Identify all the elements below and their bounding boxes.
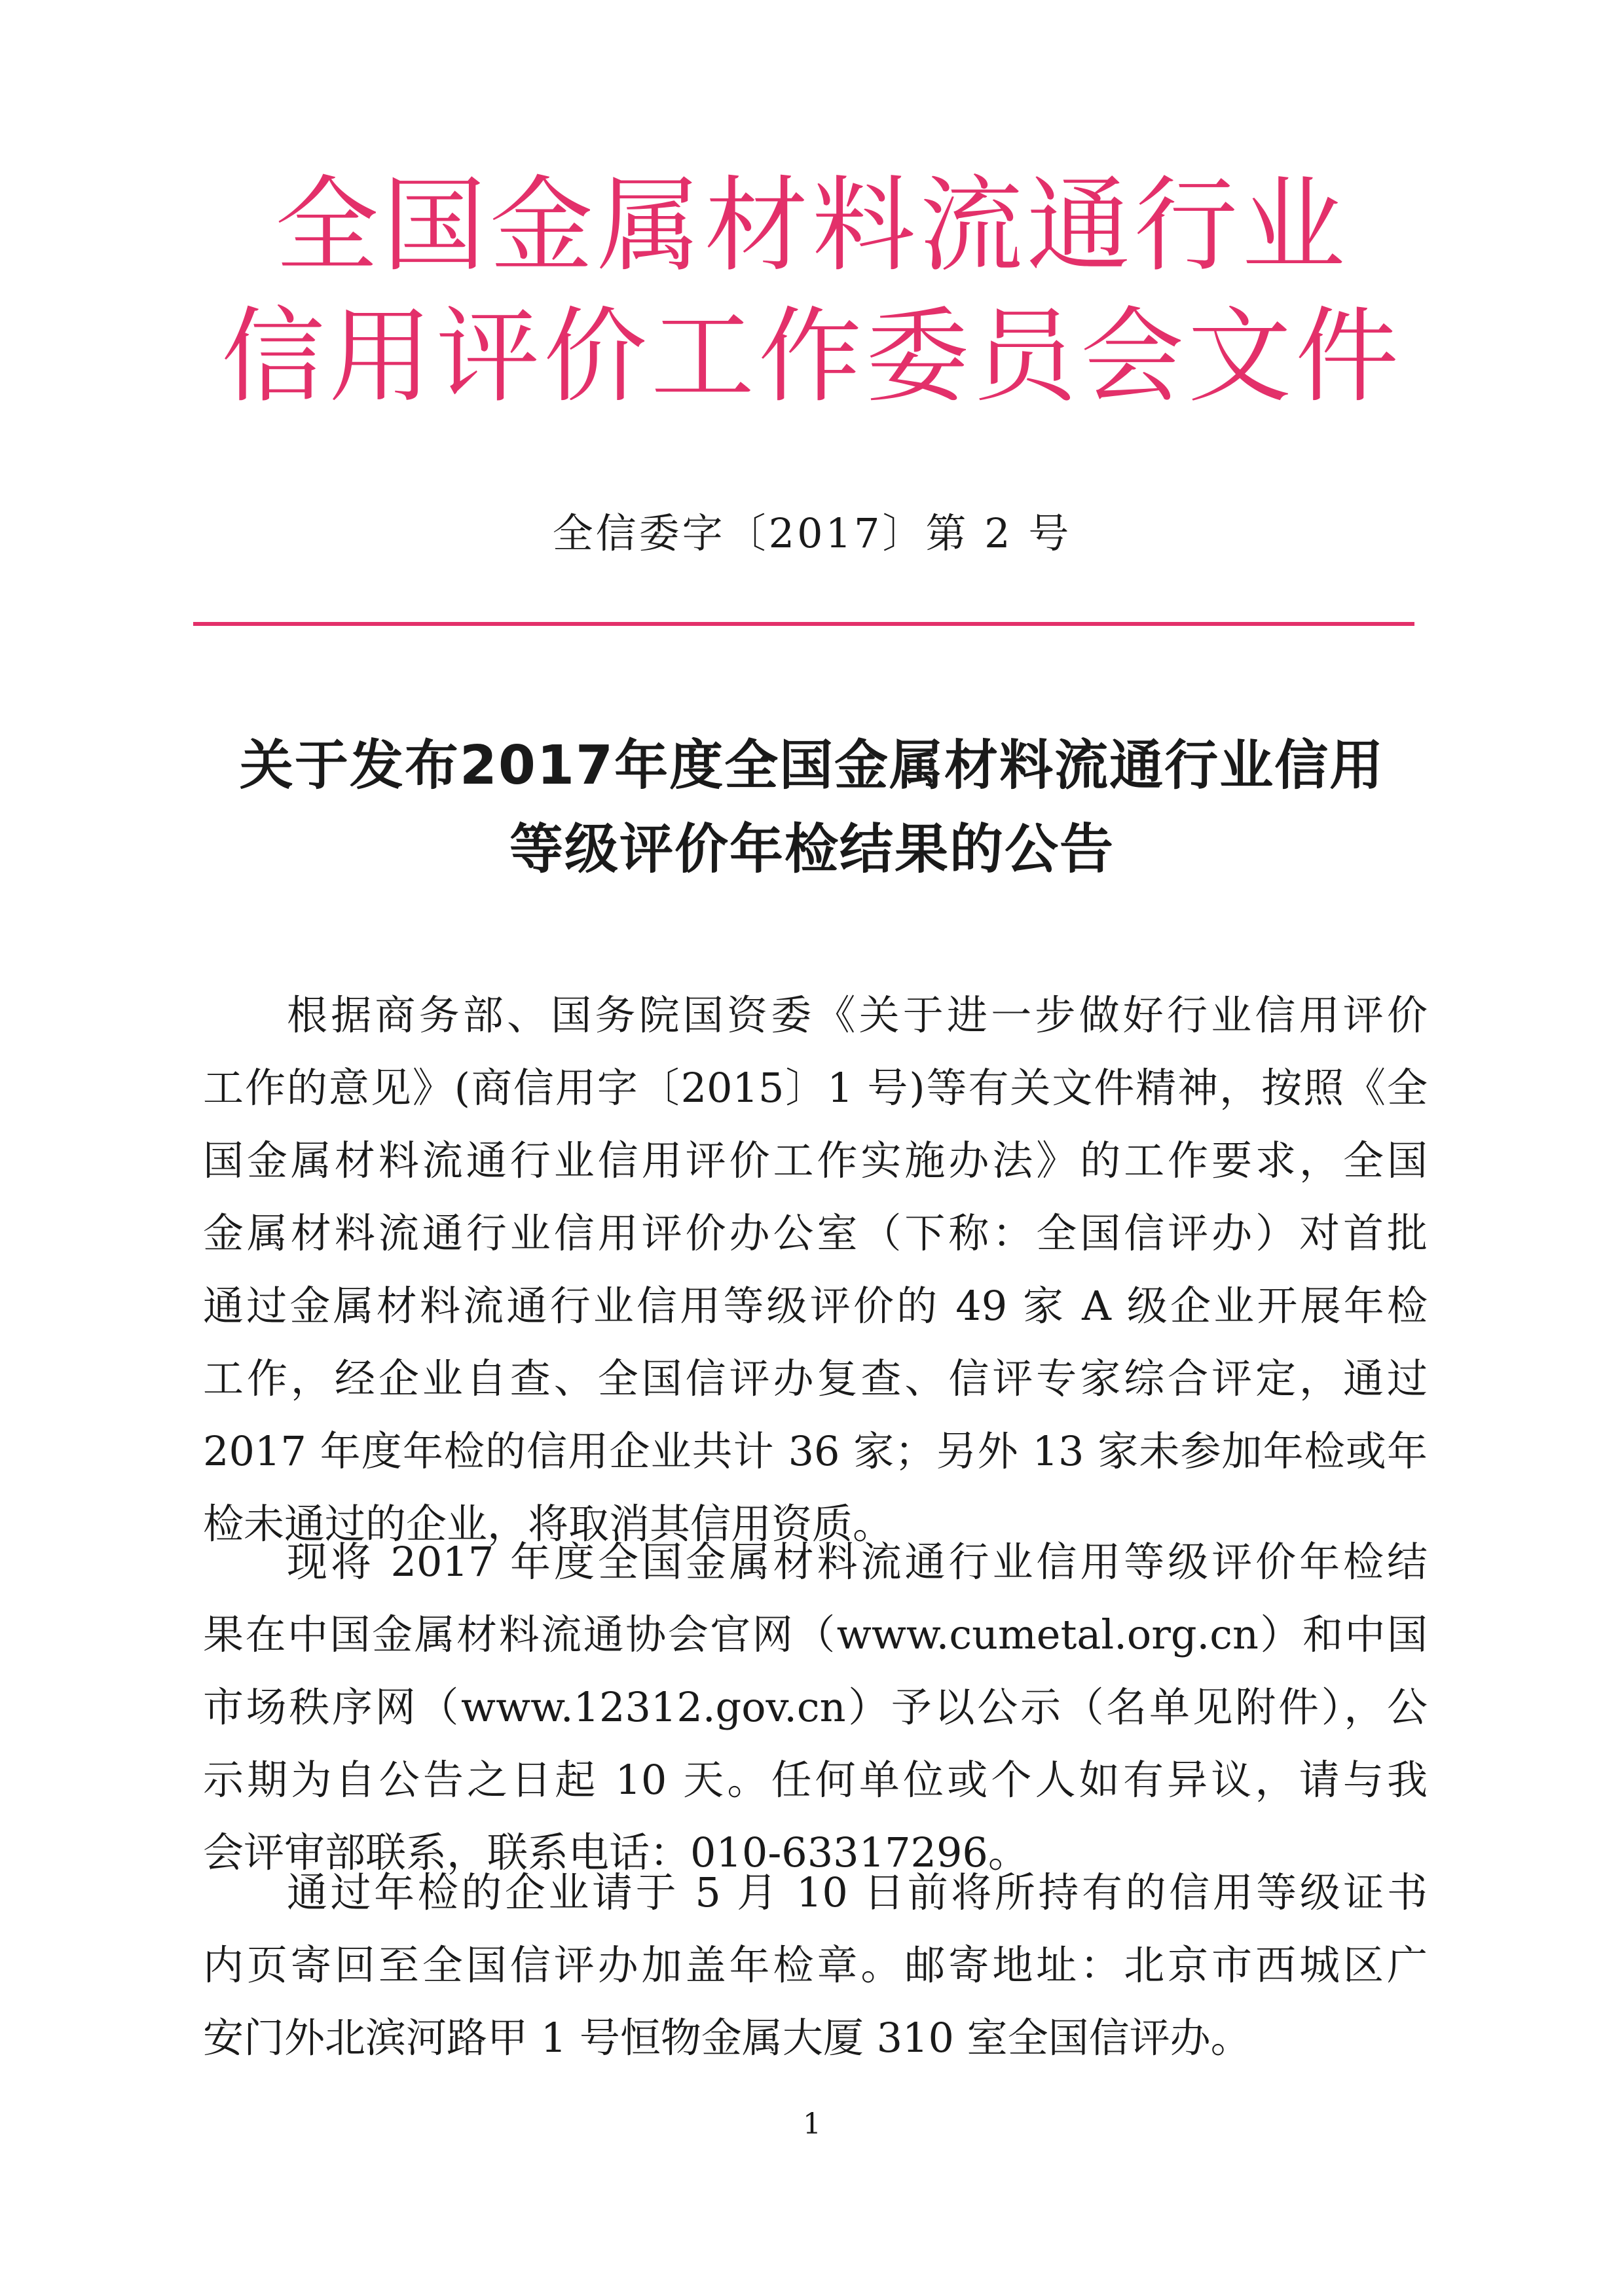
text-line: 2017 年度年检的信用企业共计 36 家；另外 13 家未参加年检或年	[203, 1427, 1428, 1475]
notice-title-line-2: 等级评价年检结果的公告	[509, 818, 1115, 881]
text-line: 通过年检的企业请于 5 月 10 日前将所持有的信用等级证书	[287, 1868, 1428, 1916]
body-paragraph-1	[203, 979, 1428, 1560]
body-paragraph-2	[203, 1525, 1428, 1889]
text-line: 会评审部联系，联系电话：010-63317296。	[203, 1829, 1029, 1876]
issuer-title-line-2: 信用评价工作委员会文件	[221, 297, 1403, 417]
text-line: 安门外北滨河路甲 1 号恒物金属大厦 310 室全国信评办。	[203, 2014, 1251, 2062]
notice-title-line-1: 关于发布2017年度全国金属材料流通行业信用	[239, 735, 1385, 797]
text-line: 果在中国金属材料流通协会官网（www.cumetal.org.cn）和中国	[203, 1611, 1428, 1658]
text-line: 内页寄回至全国信评办加盖年检章。邮寄地址：北京市西城区广	[203, 1941, 1428, 1989]
text-line: 通过金属材料流通行业信用等级评价的 49 家 A 级企业开展年检	[203, 1282, 1428, 1330]
text-line: 根据商务部、国务院国资委《关于进一步做好行业信用评价	[287, 991, 1428, 1039]
text-line: 工作的意见》(商信用字〔2015〕1 号)等有关文件精神，按照《全	[203, 1064, 1428, 1112]
body-paragraph-3	[203, 1856, 1428, 2074]
text-line: 现将 2017 年度全国金属材料流通行业信用等级评价年检结	[287, 1538, 1428, 1586]
text-line: 国金属材料流通行业信用评价工作实施办法》的工作要求，全国	[203, 1137, 1428, 1184]
text-line: 市场秩序网（www.12312.gov.cn）予以公示（名单见附件），公	[203, 1683, 1428, 1731]
red-divider-line	[193, 622, 1414, 626]
issuer-title-line-1: 全国金属材料流通行业	[275, 166, 1349, 286]
page-number: 1	[803, 2107, 821, 2141]
text-line: 检未通过的企业，将取消其信用资质。	[203, 1500, 894, 1548]
text-line: 金属材料流通行业信用评价办公室（下称：全国信评办）对首批	[203, 1209, 1428, 1257]
text-line: 工作，经企业自查、全国信评办复查、信评专家综合评定，通过	[203, 1355, 1428, 1402]
text-line: 示期为自公告之日起 10 天。任何单位或个人如有异议，请与我	[203, 1756, 1428, 1804]
document-number: 全信委字〔2017〕第 2 号	[552, 509, 1072, 557]
